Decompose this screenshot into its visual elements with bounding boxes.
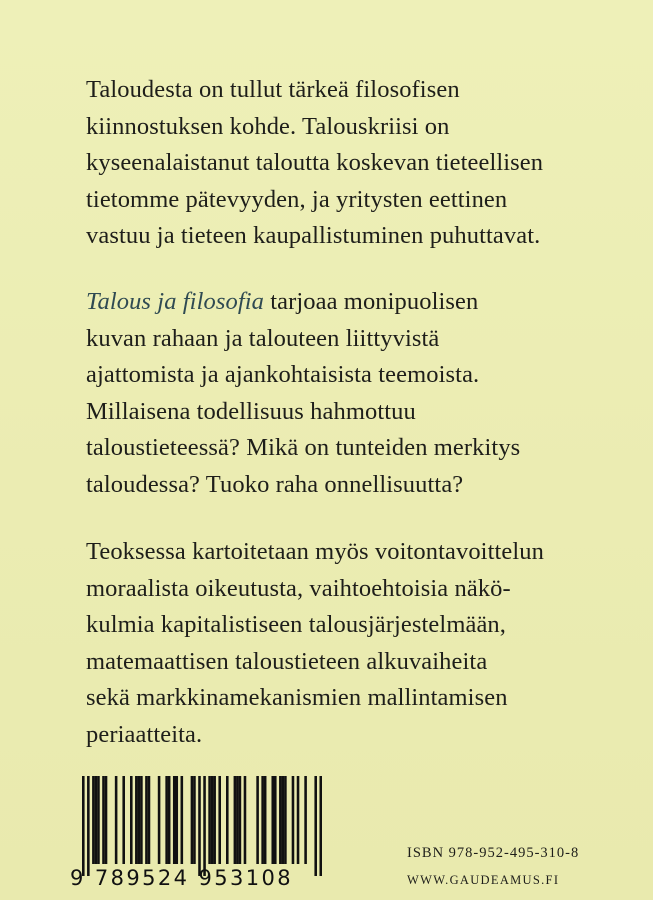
text-line: Millaisena todellisuus hahmottuu <box>86 397 416 425</box>
text-line: moraalista oikeutusta, vaihtoehtoisia näkö- <box>86 574 511 602</box>
book-title: Talous ja filosofia <box>86 288 264 315</box>
barcode-bar <box>140 776 143 864</box>
barcode-bar <box>173 776 176 864</box>
text-line <box>86 284 626 321</box>
text-line: sekä markkinamekanismien mallintamisen <box>86 684 508 711</box>
barcode-bar <box>102 776 105 864</box>
text-line: kulmia kapitalistiseen talousjärjestelmään, <box>86 611 506 638</box>
barcode-bar <box>95 776 98 864</box>
barcode-bar <box>226 776 229 864</box>
barcode-bar <box>297 776 300 864</box>
text-line: kiinnostuksen kohde. Talouskriisi on <box>86 112 450 140</box>
barcode-bar <box>181 776 184 864</box>
barcode-bar <box>282 776 285 864</box>
barcode-bar <box>145 776 148 864</box>
barcode-bar <box>314 776 317 876</box>
barcode-bar <box>304 776 307 864</box>
barcode <box>70 776 324 900</box>
barcode-bar <box>244 776 247 864</box>
barcode-bar <box>203 776 206 876</box>
text-line: Teoksessa kartoitetaan myös voitontavoittelun <box>86 538 544 565</box>
publisher-website: WWW.GAUDEAMUS.FI <box>407 873 560 887</box>
text-line: ajattomista ja ajankohtaisista teemoista. <box>86 361 480 388</box>
barcode-bar <box>211 776 214 864</box>
text-line: taloustieteessä? Mikä on tunteiden merkitys <box>86 434 521 461</box>
barcode-bar <box>97 776 100 864</box>
barcode-bar <box>261 776 264 864</box>
barcode-bar <box>191 776 194 864</box>
barcode-bar <box>239 776 242 864</box>
barcode-bar <box>271 776 274 864</box>
barcode-bar <box>218 776 221 864</box>
text-line: vastuu ja tieteen kaupallistuminen puhuttavat. <box>86 222 541 249</box>
barcode-bar <box>319 776 322 876</box>
barcode-bar <box>122 776 125 864</box>
barcode-bar <box>236 776 239 864</box>
text-line: taloudessa? Tuoko raha onnellisuutta? <box>86 470 464 498</box>
barcode-bar <box>82 776 85 876</box>
text-line: kyseenalaistanut taloutta koskevan tieteellisen <box>86 149 544 176</box>
barcode-bar <box>213 776 216 864</box>
text-line: periaatteita. <box>86 720 203 748</box>
barcode-digits: 9 789524 953108 <box>70 866 294 890</box>
barcode-bar <box>115 776 118 864</box>
barcode-bar <box>165 776 168 864</box>
blurb-paragraph-2 <box>86 284 626 503</box>
barcode-bar <box>198 776 201 876</box>
text-line: kuvan rahaan ja talouteen liittyvistä <box>86 324 440 352</box>
barcode-bar <box>87 776 90 876</box>
barcode-bar <box>148 776 151 864</box>
barcode-bar <box>274 776 277 864</box>
barcode-bar <box>138 776 141 864</box>
barcode-bar <box>105 776 108 864</box>
text-line: Taloudesta on tullut tärkeä filosofisen <box>86 76 460 103</box>
barcode-bar <box>234 776 237 864</box>
barcode-bar <box>175 776 178 864</box>
text-fragment: tarjoaa monipuolisen <box>264 288 479 315</box>
barcode-bar <box>256 776 259 864</box>
barcode-bar <box>168 776 171 864</box>
barcode-bar <box>92 776 95 864</box>
barcode-bar <box>264 776 267 864</box>
barcode-bar <box>135 776 138 864</box>
isbn-number: ISBN 978-952-495-310-8 <box>407 845 580 861</box>
barcode-bar <box>158 776 161 864</box>
barcode-bar <box>284 776 287 864</box>
barcode-bar <box>279 776 282 864</box>
blurb-paragraph-1 <box>86 72 626 255</box>
barcode-bars <box>82 776 322 876</box>
text-line: tietomme pätevyyden, ja yritysten eettinen <box>86 185 508 213</box>
barcode-bar <box>292 776 295 864</box>
barcode-bar <box>130 776 133 864</box>
blurb-paragraph-3 <box>86 534 626 753</box>
barcode-bar <box>208 776 211 864</box>
text-line: matemaattisen taloustieteen alkuvaiheita <box>86 647 488 675</box>
barcode-bar <box>193 776 196 864</box>
